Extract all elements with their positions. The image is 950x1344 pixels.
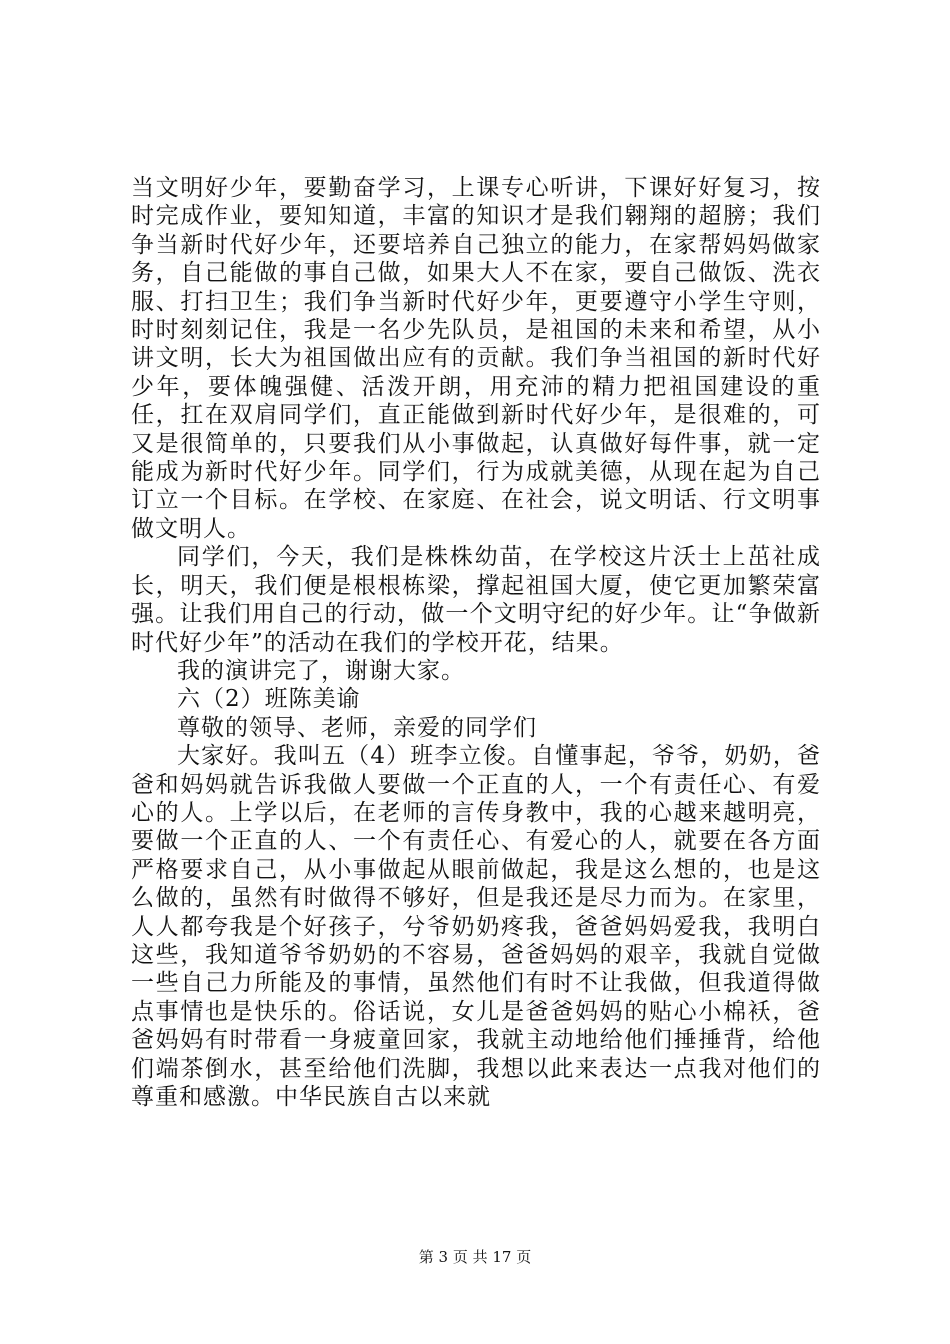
paragraph-3: 我的演讲完了，谢谢大家。 bbox=[177, 657, 465, 684]
paragraph-4: 六（2）班陈美谕 bbox=[177, 686, 361, 713]
document-body bbox=[131, 174, 821, 1111]
paragraph-1: 当文明好少年，要勤奋学习，上课专心听讲，下课好好复习，按时完成作业，要知知道，丰富的知识才是我们翱翔的超膀；我们争当新时代好少年，还要培养自己独立的能力，在家帮妈妈做家务，自己能做的事自己做，如果大人不在家，要自己做饭、洗衣服、打扫卫生；我们争当新时代好少年，更要遵守小学生守则，时时刻刻记住，我是一名少先队员，是祖国的未来和希望，从小讲文明，长大为祖国做出应有的贡献。我们争当祖国的新时代好少年，要体魄强健、活泼开朗，用充沛的精力把祖国建设的重任，扛在双肩同学们，直正能做到新时代好少年，是很难的，可又是很简单的，只要我们从小事做起，认真做好每件事，就一定能成为新时代好少年。同学们，行为成就美德，从现在起为自己订立一个目标。在学校、在家庭、在社会，说文明话、行文明事做文明人。 bbox=[131, 175, 821, 542]
paragraph-5: 尊敬的领导、老师，亲爱的同学们 bbox=[177, 714, 537, 741]
page-footer: 第 3 页 共 17 页 bbox=[418, 1248, 532, 1266]
paragraph-2: 同学们，今天，我们是株株幼苗，在学校这片沃士上茁社成长，明天，我们便是根根栋梁，撑起祖国大厦，使它更加繁荣富强。让我们用自己的行动，做一个文明守纪的好少年。让“争做新时代好少年”的活动在我们的学校开花，结果。 bbox=[131, 544, 821, 656]
paragraph-6: 大家好。我叫五（4）班李立俊。自懂事起，爷爷，奶奶，爸爸和妈妈就告诉我做人要做一个正直的人，一个有责任心、有爱心的人。上学以后，在老师的言传身教中，我的心越来越明亮，要做一个正直的人、一个有责任心、有爱心的人，就要在各方面严格要求自己，从小事做起从眼前做起，我是这么想的，也是这么做的，虽然有时做得不够好，但是我还是尽力而为。在家里，人人都夸我是个好孩子，兮爷奶奶疼我，爸爸妈妈爱我，我明白这些，我知道爷爷奶奶的不容易，爸爸妈妈的艰辛，我就自觉做一些自己力所能及的事情，虽然他们有时不让我做，但我道得做点事情也是快乐的。俗话说，女儿是爸爸妈妈的贴心小棉袄，爸爸妈妈有时带看一身疲童回家，我就主动地给他们捶捶背，给他们端茶倒水，甚至给他们洗脚，我想以此来表达一点我对他们的尊重和感激。中华民族自古以来就 bbox=[131, 743, 821, 1110]
